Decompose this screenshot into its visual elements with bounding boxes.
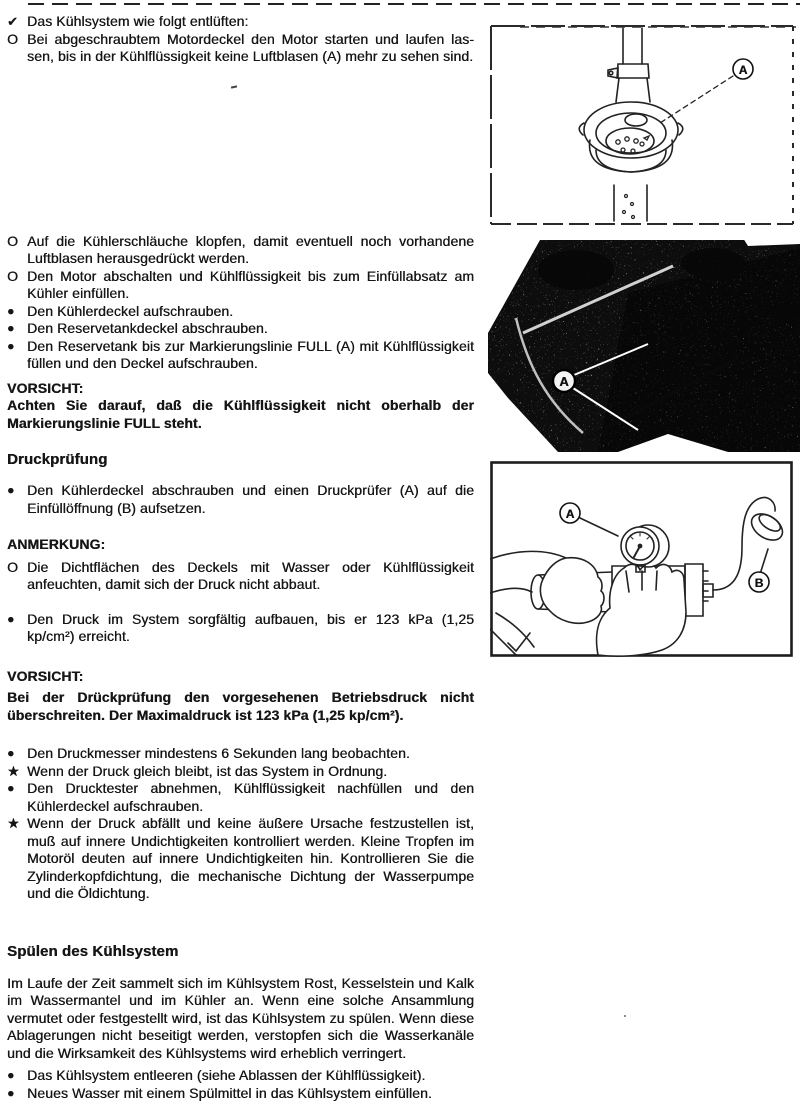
star-bullet-icon: ★ bbox=[7, 762, 20, 779]
list-item-text: Den Drucktester abnehmen, Kühlflüssigkeit nachfüllen und den Kühlerdeckel aufschrauben. bbox=[27, 780, 474, 814]
figure-filler-neck bbox=[490, 24, 794, 226]
circle-bullet-icon: O bbox=[7, 232, 18, 249]
list-item bbox=[7, 780, 474, 815]
list-item-text: Die Dichtflächen des Deckels mit Wasser oder Kühlflüssigkeit anfeuchten, damit sich der Druck nicht abbaut. bbox=[27, 558, 474, 592]
list-item bbox=[7, 320, 474, 338]
dot-bullet-icon: ● bbox=[7, 746, 15, 760]
caution-text: Achten Sie darauf, daß die Kühlflüssigkeit nicht oberhalb der Markierungslinie FULL steht. bbox=[7, 397, 474, 431]
callout-a bbox=[560, 503, 580, 523]
callout-a bbox=[733, 59, 753, 79]
list-item-text: Den Reservetank bis zur Markierungslinie FULL (A) mit Kühlflüssigkeit füllen und den Deckel aufschrauben. bbox=[27, 337, 474, 371]
star-bullet-icon: ★ bbox=[7, 815, 20, 831]
svg-text:A: A bbox=[559, 374, 569, 389]
list-item bbox=[7, 763, 474, 781]
list-item bbox=[7, 611, 474, 646]
list-item bbox=[7, 559, 474, 594]
list-item bbox=[7, 482, 474, 517]
circle-bullet-icon: O bbox=[7, 558, 18, 575]
bullet-group bbox=[7, 745, 474, 903]
scan-artifact bbox=[624, 1015, 626, 1017]
list-item bbox=[7, 745, 474, 763]
dot-bullet-icon: ● bbox=[7, 1085, 15, 1100]
dot-bullet-icon: ● bbox=[7, 611, 15, 626]
dot-bullet-icon: ● bbox=[7, 1068, 15, 1082]
list-item-text: Das Kühlsystem wie folgt entlüften: bbox=[27, 13, 249, 29]
list-item-text: Den Kühlerdeckel abschrauben und einen Druckprüfer (A) auf die Einfüllöffnung (B) aufsetzen. bbox=[27, 482, 474, 516]
page-top-border bbox=[28, 3, 800, 5]
list-item bbox=[7, 815, 474, 903]
list-item-text: Wenn der Druck gleich bleibt, ist das System in Ordnung. bbox=[27, 762, 388, 779]
list-item bbox=[7, 338, 474, 373]
section-heading-druckpruefung: Druckprüfung bbox=[7, 451, 108, 468]
paragraph: Im Laufe der Zeit sammelt sich im Kühlsystem Rost, Kesselstein und Kalk im Wassermantel und im Kühler an. Wenn eine solche Ansammlung vermutet oder festgestellt wird, ist das Kühlsystem zu spülen. Wenn diese Ablagerungen nicht beseitigt werden, verstopfen sich die Wasserkanäle und die Wirksamkeit des Kühlsystems wird erheblich verringert. bbox=[7, 974, 474, 1061]
list-item-text: Bei abgeschraubtem Motordeckel den Motor starten und laufen las- sen, bis in der Kühlflüssigkeit keine Luftblasen (A) mehr zu sehen sind. bbox=[27, 30, 474, 64]
dot-bullet-icon: ● bbox=[7, 483, 15, 497]
figure-reserve-tank-photo bbox=[488, 238, 800, 454]
list-item-text: Den Motor abschalten und Kühlflüssigkeit bis zum Einfüllabsatz am Kühler einfüllen. bbox=[27, 267, 474, 301]
filler-neck-drawing bbox=[579, 28, 733, 221]
svg-text:A: A bbox=[738, 63, 748, 77]
list-item-text: Den Reservetankdeckel abschrauben. bbox=[27, 320, 268, 336]
caution-block bbox=[7, 380, 474, 433]
list-item-text: Den Druck im System sorgfältig aufbauen, bis er 123 kPa (1,25 kp/cm²) erreicht. bbox=[27, 610, 474, 644]
check-bullet-icon: ✔ bbox=[7, 14, 18, 29]
list-item bbox=[7, 31, 474, 66]
list-item bbox=[7, 13, 474, 31]
dot-bullet-icon: ● bbox=[7, 781, 15, 795]
list-item bbox=[7, 268, 474, 303]
section-heading-spuelen: Spülen des Kühlsystem bbox=[7, 942, 179, 960]
dot-bullet-icon: ● bbox=[7, 321, 15, 335]
caution-label: VORSICHT: bbox=[7, 667, 84, 684]
list-item-text: Das Kühlsystem entleeren (siehe Ablassen der Kühlflüssigkeit). bbox=[27, 1067, 426, 1083]
caution-text: Bei der Drückprüfung den vorgesehenen Betriebsdruck nicht überschreiten. Der Maximaldruck ist 123 kPa (1,25 kp/cm²). bbox=[7, 689, 474, 723]
circle-bullet-icon: O bbox=[7, 267, 18, 284]
list-item-text: Den Kühlerdeckel aufschrauben. bbox=[27, 302, 234, 319]
list-item-text: Den Druckmesser mindestens 6 Sekunden lang beobachten. bbox=[27, 745, 410, 761]
list-item bbox=[7, 233, 474, 268]
figure-pressure-tester bbox=[490, 461, 793, 657]
svg-text:B: B bbox=[754, 576, 764, 590]
svg-text:A: A bbox=[565, 507, 575, 521]
dot-bullet-icon: ● bbox=[7, 338, 15, 353]
caution-block bbox=[7, 668, 474, 725]
text-column bbox=[7, 13, 474, 1102]
note-label: ANMERKUNG: bbox=[7, 536, 106, 552]
circle-bullet-icon: O bbox=[7, 30, 18, 47]
list-item-text: Auf die Kühlerschläuche klopfen, damit eventuell noch vorhandene Luftblasen herausgedrückt werden. bbox=[27, 232, 474, 266]
bullet-group bbox=[7, 1067, 474, 1102]
caution-label: VORSICHT: bbox=[7, 379, 84, 396]
list-item-text: Wenn der Druck abfällt und keine äußere Ursache festzustellen ist, muß auf innere Undichtigkeiten kontrolliert werden. Kleine Tropfen im Motoröl deuten auf innere Undichtigkeiten hin. Kontrollieren Sie die Zylinderkopfdichtung, die mechanische Dichtung der Wasserpumpe und die Öldichtung. bbox=[27, 815, 474, 901]
bullet-group bbox=[7, 233, 474, 373]
dot-bullet-icon: ● bbox=[7, 303, 15, 318]
note-block bbox=[7, 536, 474, 594]
list-item bbox=[7, 303, 474, 321]
list-item bbox=[7, 1085, 474, 1103]
list-item-text: Neues Wasser mit einem Spülmittel in das Kühlsystem einfüllen. bbox=[27, 1084, 432, 1101]
list-item bbox=[7, 1067, 474, 1085]
callout-a bbox=[553, 370, 575, 392]
callout-b bbox=[749, 572, 769, 592]
